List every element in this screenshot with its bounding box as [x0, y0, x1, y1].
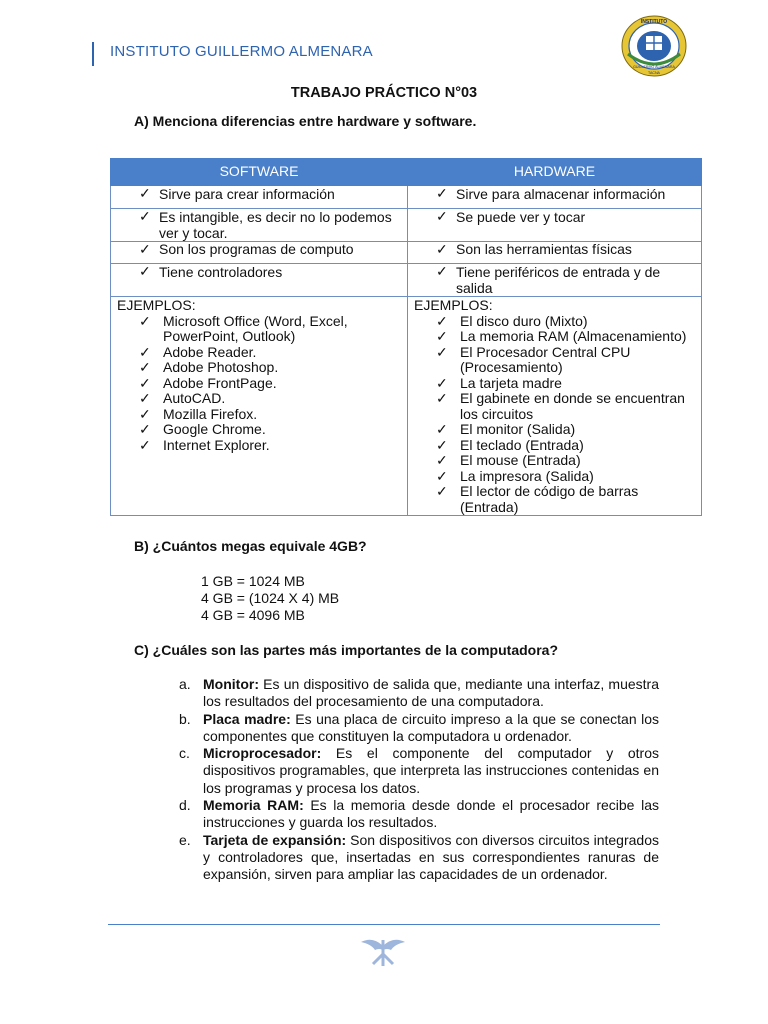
list-item: ✓ Adobe Photoshop.: [139, 359, 279, 375]
footer-divider: [108, 924, 660, 925]
checkmark-icon: ✓: [436, 185, 448, 201]
list-item: ✓ AutoCAD.: [139, 390, 226, 406]
checkmark-icon: ✓: [436, 436, 448, 453]
hardware-cell: Sirve para almacenar información: [456, 186, 666, 202]
list-item: ✓ El disco duro (Mixto): [436, 312, 588, 329]
examples-label: EJEMPLOS:: [117, 297, 196, 313]
list-item: b. Placa madre: Es una placa de circuito impreso a la que se conectan los componentes que constituyen la computadora u ordenador.: [179, 710, 659, 744]
table-row: [111, 242, 702, 264]
list-item: ✓ Adobe Reader.: [139, 343, 257, 360]
part-term: Microprocesador:: [203, 745, 322, 762]
software-cell: Es intangible, es decir no lo podemos ver y tocar.: [159, 209, 392, 241]
hardware-cell: Son las herramientas físicas: [456, 241, 632, 257]
list-item: ✓ El gabinete en donde se encuentran los circuitos: [436, 390, 685, 422]
part-description: Es la memoria desde donde el procesador recibe las instrucciones y guarda los resultados.: [203, 797, 659, 831]
list-item: ✓ El Procesador Central CPU (Procesamiento): [436, 343, 631, 375]
institute-seal-logo: [620, 14, 688, 78]
table-row: [111, 186, 702, 209]
calc-line: 4 GB = 4096 MB: [201, 607, 305, 623]
checkmark-icon: ✓: [139, 263, 151, 279]
part-description: Es el componente del computador y otros dispositivos programables, que interpreta las instrucciones contenidas en los programas y procesa los datos.: [203, 745, 659, 796]
hardware-cell: Tiene periféricos de entrada y de salida: [456, 264, 661, 296]
calc-line: 4 GB = (1024 X 4) MB: [201, 590, 340, 606]
part-term: Tarjeta de expansión:: [203, 831, 347, 848]
institution-name: INSTITUTO GUILLERMO ALMENARA: [110, 43, 373, 60]
header-accent-bar: [92, 42, 94, 66]
examples-label: EJEMPLOS:: [414, 297, 493, 313]
part-term: Memoria RAM:: [203, 797, 304, 814]
page-title: TRABAJO PRÁCTICO N°03: [290, 85, 478, 101]
checkmark-icon: ✓: [436, 421, 448, 437]
list-item: ✓ Internet Explorer.: [139, 436, 270, 453]
part-description: Es un dispositivo de salida que, mediante una interfaz, muestra los resultados del procesamiento de una computadora.: [203, 676, 659, 710]
hardware-cell: Se puede ver y tocar: [456, 209, 586, 225]
software-cell: Tiene controladores: [159, 264, 283, 280]
checkmark-icon: ✓: [139, 185, 151, 201]
checkmark-icon: ✓: [436, 452, 448, 468]
calc-line: 1 GB = 1024 MB: [201, 573, 305, 589]
logo-bottom-text: GUILLERMO ALMENARA: [633, 65, 675, 69]
computer-parts-list: [179, 676, 659, 884]
list-item: ✓ La tarjeta madre: [436, 374, 562, 391]
checkmark-icon: ✓: [139, 436, 151, 453]
logo-city-text: TACNA: [648, 71, 660, 75]
list-item: ✓ Microsoft Office (Word, Excel, PowerPoint, Outlook): [139, 312, 348, 344]
part-description: Son dispositivos con diversos circuitos integrados y controladores que, insertadas en sus correspondientes ranuras de expansión, sirven para ampliar las capacidades de un ordenador.: [203, 831, 659, 883]
checkmark-icon: ✓: [436, 328, 448, 344]
checkmark-icon: ✓: [436, 467, 448, 484]
hardware-examples-list: [408, 314, 701, 516]
checkmark-icon: ✓: [139, 312, 151, 329]
checkmark-icon: ✓: [139, 374, 151, 391]
checkmark-icon: ✓: [139, 390, 151, 406]
checkmark-icon: ✓: [436, 374, 448, 391]
column-header-hardware: HARDWARE: [408, 159, 702, 186]
list-item: a. Monitor: Es un dispositivo de salida que, mediante una interfaz, muestra los resultados del procesamiento de una computadora.: [179, 676, 659, 710]
part-description: Es una placa de circuito impreso a la que se conectan los componentes que constituyen la computadora u ordenador.: [203, 710, 659, 744]
software-cell: Sirve para crear información: [159, 186, 335, 202]
checkmark-icon: ✓: [139, 343, 151, 360]
checkmark-icon: ✓: [139, 208, 151, 224]
list-item: ✓ La impresora (Salida): [436, 467, 594, 484]
comparison-table: [110, 158, 702, 516]
checkmark-icon: ✓: [436, 263, 448, 279]
question-c: C) ¿Cuáles son las partes más importantes de la computadora?: [134, 642, 558, 658]
checkmark-icon: ✓: [139, 359, 151, 375]
software-cell: Son los programas de computo: [159, 241, 354, 257]
list-item: ✓ El mouse (Entrada): [436, 452, 581, 468]
list-item: c. Microprocesador: Es el componente del computador y otros dispositivos programables, que interpreta las instrucciones contenidas en los programas y procesa los datos.: [179, 745, 659, 796]
part-term: Monitor:: [203, 676, 259, 692]
checkmark-icon: ✓: [436, 241, 448, 257]
logo-top-text: INSTITUTO: [640, 19, 668, 25]
checkmark-icon: ✓: [436, 208, 448, 224]
checkmark-icon: ✓: [139, 241, 151, 257]
list-item: e. Tarjeta de expansión: Son dispositivos con diversos circuitos integrados y controladores que, insertadas en sus correspondientes ranuras de expansión, sirven para ampliar las capacidades de un ordenador.: [179, 831, 659, 883]
list-item: ✓ El teclado (Entrada): [436, 436, 584, 453]
list-item: ✓ Adobe FrontPage.: [139, 374, 277, 391]
table-row-examples: [111, 297, 702, 516]
column-header-software: SOFTWARE: [111, 159, 408, 186]
checkmark-icon: ✓: [436, 390, 448, 406]
list-item: ✓ Mozilla Firefox.: [139, 405, 258, 422]
checkmark-icon: ✓: [139, 421, 151, 437]
conversion-calculation: [201, 573, 339, 624]
part-term: Placa madre:: [203, 710, 291, 727]
footer-ornament-icon: [359, 934, 407, 968]
checkmark-icon: ✓: [436, 343, 448, 360]
list-item: ✓ Google Chrome.: [139, 421, 266, 437]
table-row: [111, 209, 702, 242]
list-item: d. Memoria RAM: Es la memoria desde donde el procesador recibe las instrucciones y guarda los resultados.: [179, 797, 659, 831]
table-row: [111, 264, 702, 297]
list-item: ✓ El lector de código de barras (Entrada): [436, 483, 639, 515]
checkmark-icon: ✓: [436, 483, 448, 499]
question-b: B) ¿Cuántos megas equivale 4GB?: [134, 538, 367, 554]
checkmark-icon: ✓: [139, 405, 151, 422]
list-item: ✓ El monitor (Salida): [436, 421, 576, 437]
question-a: A) Menciona diferencias entre hardware y software.: [134, 113, 477, 129]
list-item: ✓ La memoria RAM (Almacenamiento): [436, 328, 687, 344]
software-examples-list: [111, 314, 407, 454]
checkmark-icon: ✓: [436, 312, 448, 329]
